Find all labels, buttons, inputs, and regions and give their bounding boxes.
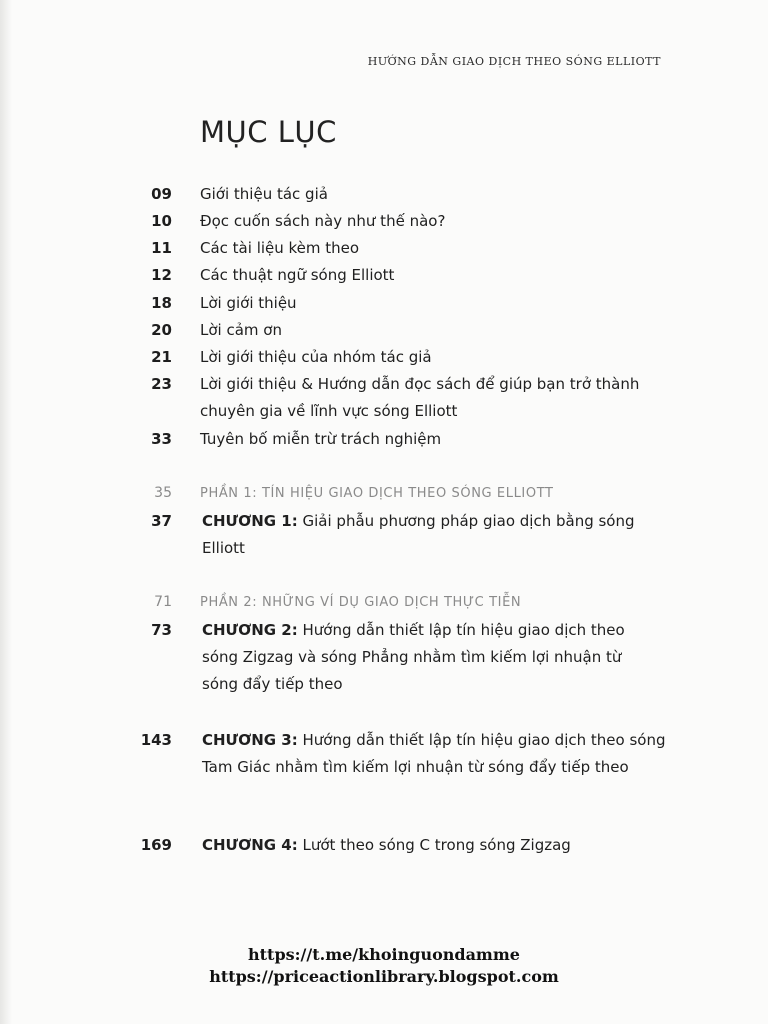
chapter-label: CHƯƠNG 2:: [202, 621, 298, 639]
page-number: 12: [151, 266, 172, 284]
chapter-name: Lướt theo sóng C trong sóng Zigzag: [302, 836, 571, 854]
running-header: HƯỚNG DẪN GIAO DỊCH THEO SÓNG ELLIOTT: [367, 55, 661, 68]
page-number: 09: [151, 185, 172, 203]
chapter-name: Hướng dẫn thiết lập tín hiệu giao dịch theo sóng Zigzag và sóng Phẳng nhằm tìm kiếm lợi nhuận từ sóng đẩy tiếp theo: [202, 621, 625, 693]
part-title: PHẦN 2: NHỮNG VÍ DỤ GIAO DỊCH THỰC TIỄN: [200, 595, 522, 610]
entry-title: Các tài liệu kèm theo: [200, 239, 360, 257]
entry-title: Lời cảm ơn: [200, 321, 282, 339]
page-number: 18: [151, 294, 172, 312]
page-number: 11: [151, 239, 172, 257]
entry-title: Giới thiệu tác giả: [200, 185, 328, 203]
chapter-label: CHƯƠNG 1:: [202, 512, 298, 530]
footer-link-telegram[interactable]: https://t.me/khoinguondamme: [248, 945, 520, 964]
chapter-title: [202, 617, 662, 698]
page-number: 10: [151, 212, 172, 230]
entry-title: Tuyên bố miễn trừ trách nghiệm: [200, 430, 442, 448]
entry-title: Đọc cuốn sách này như thế nào?: [200, 212, 446, 230]
page-number: 21: [151, 348, 172, 366]
entry-title: Các thuật ngữ sóng Elliott: [200, 266, 395, 284]
footer-link-blog[interactable]: https://priceactionlibrary.blogspot.com: [209, 967, 559, 986]
page-number: 37: [151, 512, 172, 530]
chapter-title: [202, 508, 642, 562]
part-title: PHẦN 1: TÍN HIỆU GIAO DỊCH THEO SÓNG ELLIOTT: [200, 486, 554, 501]
chapter-label: CHƯƠNG 3:: [202, 731, 298, 749]
page-number: 143: [140, 731, 172, 749]
chapter-name: Giải phẫu phương pháp giao dịch bằng sóng Elliott: [202, 512, 635, 557]
page-number: 71: [154, 594, 172, 610]
chapter-label: CHƯƠNG 4:: [202, 836, 298, 854]
page-number: 73: [151, 621, 172, 639]
page-title: MỤC LỤC: [200, 115, 337, 149]
chapter-name: Hướng dẫn thiết lập tín hiệu giao dịch theo sóng Tam Giác nhằm tìm kiếm lợi nhuận từ sóng đẩy tiếp theo: [202, 731, 666, 776]
entry-title: Lời giới thiệu & Hướng dẫn đọc sách để giúp bạn trở thành chuyên gia về lĩnh vực sóng Elliott: [200, 375, 640, 420]
page-number: 35: [154, 485, 172, 501]
page-number: 23: [151, 375, 172, 393]
entry-title: Lời giới thiệu: [200, 294, 297, 312]
chapter-title: [202, 727, 672, 781]
page-number: 169: [140, 836, 172, 854]
page-number: 20: [151, 321, 172, 339]
chapter-title: [202, 832, 672, 859]
entry-title: Lời giới thiệu của nhóm tác giả: [200, 348, 432, 366]
page-number: 33: [151, 430, 172, 448]
